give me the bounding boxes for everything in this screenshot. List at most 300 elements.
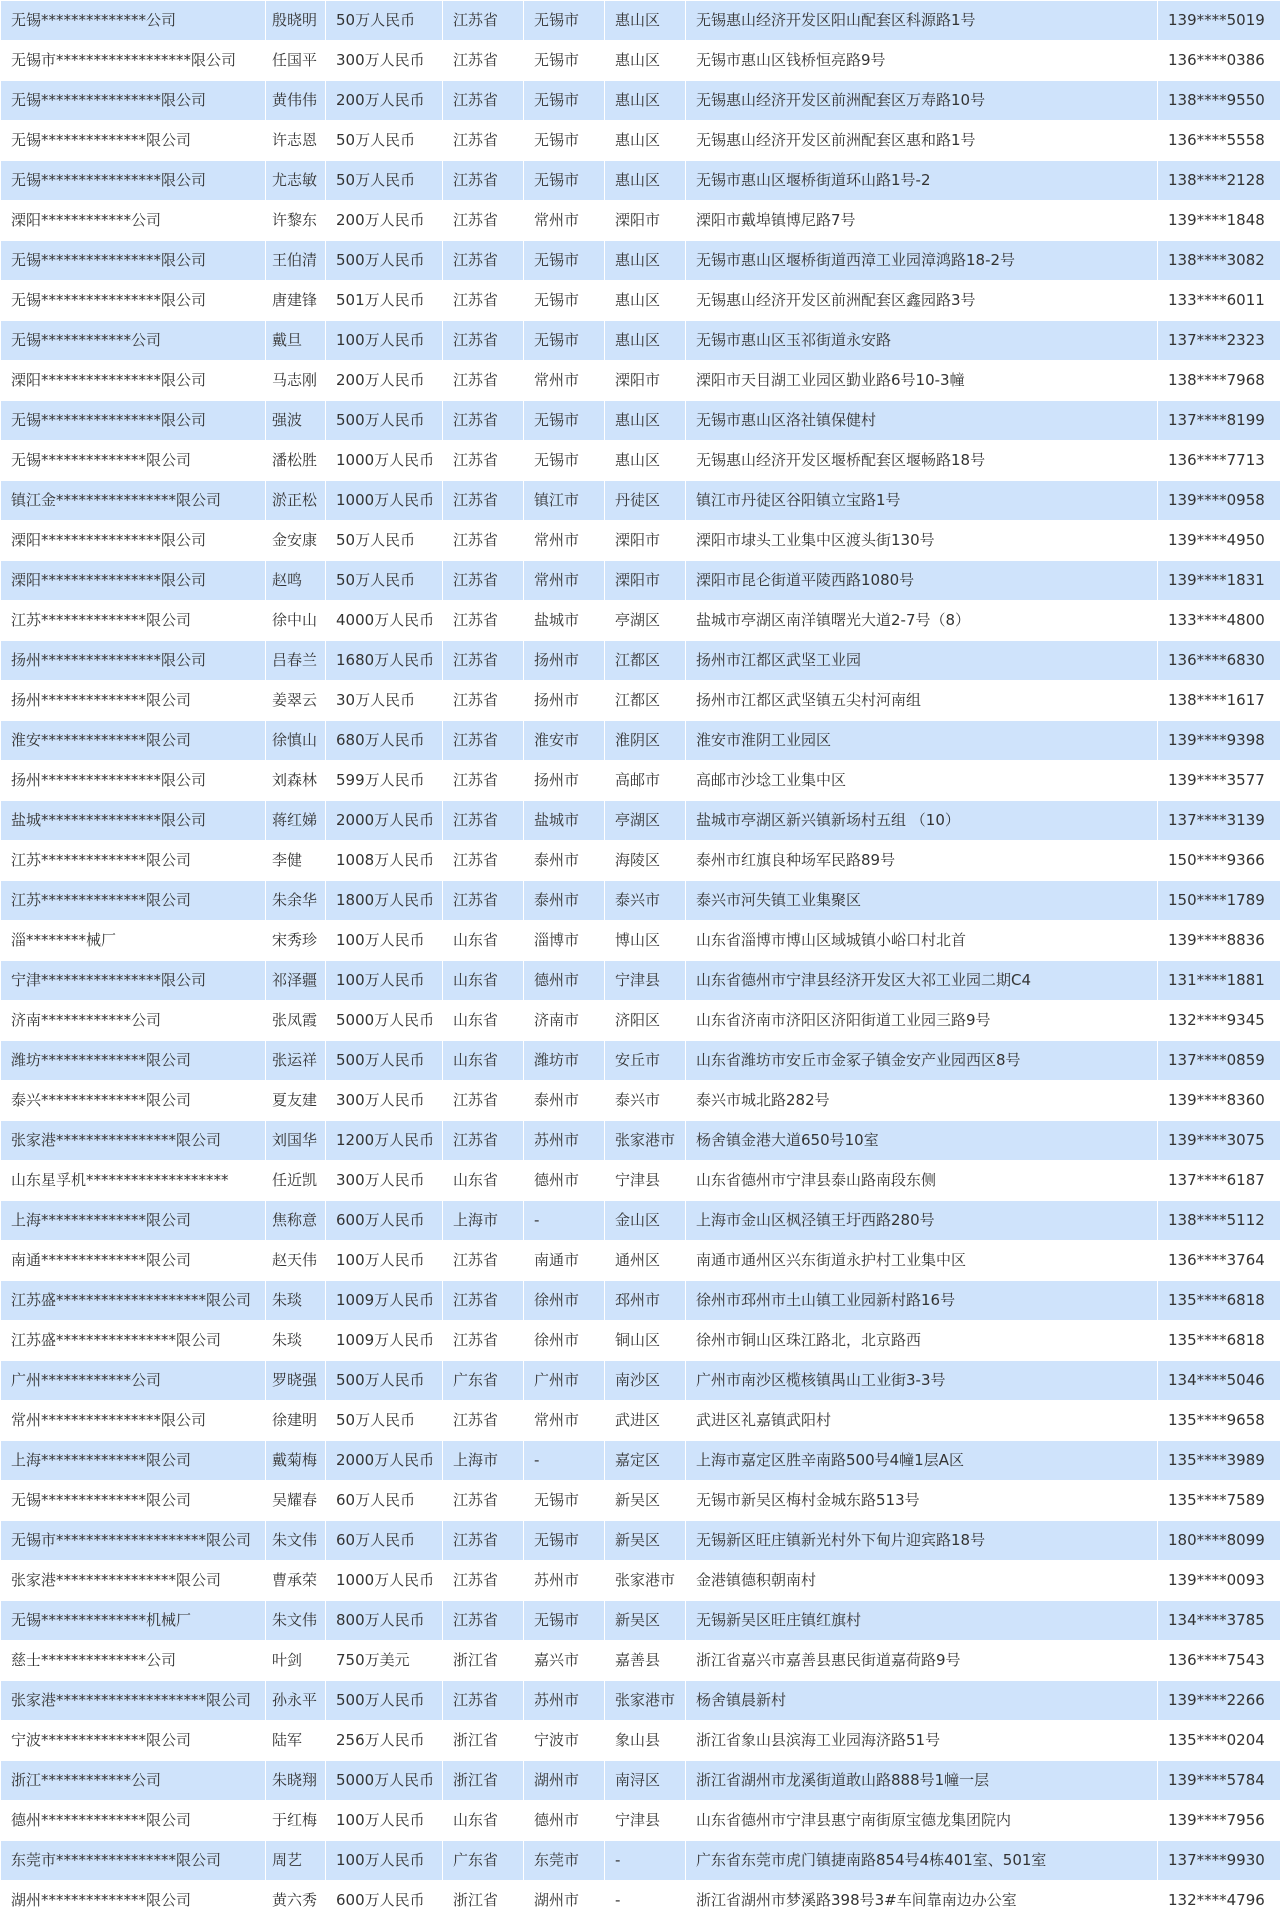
contact-name-cell: 夏友建 — [266, 1081, 326, 1121]
contact-name-cell: 叶剑 — [266, 1641, 326, 1681]
table-row — [1, 961, 1280, 1001]
phone-cell: 136****7543 — [1158, 1641, 1280, 1681]
phone-cell: 139****3577 — [1158, 761, 1280, 801]
phone-cell: 136****6830 — [1158, 641, 1280, 681]
registered-capital-cell: 30万人民币 — [326, 681, 443, 721]
company-name-cell: 溧阳************公司 — [1, 201, 266, 241]
table-row — [1, 1121, 1280, 1161]
city-cell: 无锡市 — [524, 1601, 605, 1641]
city-cell: 无锡市 — [524, 41, 605, 81]
contact-name-cell: 朱琰 — [266, 1321, 326, 1361]
registered-capital-cell: 500万人民币 — [326, 1361, 443, 1401]
contact-name-cell: 赵天伟 — [266, 1241, 326, 1281]
contact-name-cell: 于红梅 — [266, 1801, 326, 1841]
city-cell: 广州市 — [524, 1361, 605, 1401]
address-cell: 溧阳市戴埠镇博尼路7号 — [686, 201, 1158, 241]
contact-name-cell: 曹承荣 — [266, 1561, 326, 1601]
table-row — [1, 1481, 1280, 1521]
city-cell: 济南市 — [524, 1001, 605, 1041]
company-name-cell: 无锡**************公司 — [1, 1, 266, 41]
contact-name-cell: 唐建锋 — [266, 281, 326, 321]
province-cell: 江苏省 — [443, 521, 524, 561]
address-cell: 无锡市新吴区梅村金城东路513号 — [686, 1481, 1158, 1521]
phone-cell: 137****8199 — [1158, 401, 1280, 441]
phone-cell: 138****3082 — [1158, 241, 1280, 281]
province-cell: 江苏省 — [443, 201, 524, 241]
registered-capital-cell: 100万人民币 — [326, 1841, 443, 1881]
district-cell: 嘉善县 — [605, 1641, 686, 1681]
contact-name-cell: 李健 — [266, 841, 326, 881]
district-cell: 海陵区 — [605, 841, 686, 881]
table-row — [1, 721, 1280, 761]
phone-cell: 139****0093 — [1158, 1561, 1280, 1601]
province-cell: 江苏省 — [443, 161, 524, 201]
table-row — [1, 481, 1280, 521]
registered-capital-cell: 599万人民币 — [326, 761, 443, 801]
table-row — [1, 1881, 1280, 1921]
registered-capital-cell: 200万人民币 — [326, 81, 443, 121]
phone-cell: 135****9658 — [1158, 1401, 1280, 1441]
address-cell: 高邮市沙埝工业集中区 — [686, 761, 1158, 801]
address-cell: 山东省德州市宁津县泰山路南段东侧 — [686, 1161, 1158, 1201]
address-cell: 扬州市江都区武坚镇五尖村河南组 — [686, 681, 1158, 721]
registered-capital-cell: 2000万人民币 — [326, 1441, 443, 1481]
table-row — [1, 1201, 1280, 1241]
province-cell: 江苏省 — [443, 481, 524, 521]
phone-cell: 133****4800 — [1158, 601, 1280, 641]
city-cell: 南通市 — [524, 1241, 605, 1281]
contact-name-cell: 徐慎山 — [266, 721, 326, 761]
phone-cell: 132****4796 — [1158, 1881, 1280, 1921]
table-body — [1, 1, 1280, 1921]
province-cell: 江苏省 — [443, 1601, 524, 1641]
address-cell: 徐州市铜山区珠江路北，北京路西 — [686, 1321, 1158, 1361]
district-cell: - — [605, 1841, 686, 1881]
address-cell: 上海市嘉定区胜辛南路500号4幢1层A区 — [686, 1441, 1158, 1481]
company-name-cell: 扬州****************限公司 — [1, 761, 266, 801]
table-row — [1, 281, 1280, 321]
table-row — [1, 561, 1280, 601]
city-cell: 盐城市 — [524, 601, 605, 641]
district-cell: 溧阳市 — [605, 521, 686, 561]
province-cell: 江苏省 — [443, 1121, 524, 1161]
company-name-cell: 泰兴**************限公司 — [1, 1081, 266, 1121]
address-cell: 无锡市惠山区洛社镇保健村 — [686, 401, 1158, 441]
district-cell: 溧阳市 — [605, 361, 686, 401]
district-cell: 淮阴区 — [605, 721, 686, 761]
contact-name-cell: 徐中山 — [266, 601, 326, 641]
contact-name-cell: 刘森林 — [266, 761, 326, 801]
address-cell: 山东省潍坊市安丘市金冢子镇金安产业园西区8号 — [686, 1041, 1158, 1081]
company-name-cell: 德州**************限公司 — [1, 1801, 266, 1841]
city-cell: 泰州市 — [524, 881, 605, 921]
district-cell: 安丘市 — [605, 1041, 686, 1081]
address-cell: 浙江省湖州市梦溪路398号3#车间靠南边办公室 — [686, 1881, 1158, 1921]
phone-cell: 138****1617 — [1158, 681, 1280, 721]
district-cell: 高邮市 — [605, 761, 686, 801]
contact-name-cell: 朱余华 — [266, 881, 326, 921]
city-cell: 苏州市 — [524, 1681, 605, 1721]
city-cell: 常州市 — [524, 561, 605, 601]
company-name-cell: 张家港****************限公司 — [1, 1121, 266, 1161]
province-cell: 江苏省 — [443, 1, 524, 41]
phone-cell: 139****5784 — [1158, 1761, 1280, 1801]
address-cell: 金港镇德积朝南村 — [686, 1561, 1158, 1601]
province-cell: 江苏省 — [443, 281, 524, 321]
city-cell: 扬州市 — [524, 641, 605, 681]
address-cell: 无锡市惠山区堰桥街道环山路1号-2 — [686, 161, 1158, 201]
address-cell: 扬州市江都区武坚工业园 — [686, 641, 1158, 681]
phone-cell: 132****9345 — [1158, 1001, 1280, 1041]
registered-capital-cell: 2000万人民币 — [326, 801, 443, 841]
registered-capital-cell: 200万人民币 — [326, 361, 443, 401]
registered-capital-cell: 100万人民币 — [326, 1801, 443, 1841]
address-cell: 山东省济南市济阳区济阳街道工业园三路9号 — [686, 1001, 1158, 1041]
company-name-cell: 宁津****************限公司 — [1, 961, 266, 1001]
province-cell: 山东省 — [443, 961, 524, 1001]
contact-name-cell: 朱文伟 — [266, 1521, 326, 1561]
table-row — [1, 241, 1280, 281]
address-cell: 盐城市亭湖区南洋镇曙光大道2-7号（8） — [686, 601, 1158, 641]
registered-capital-cell: 680万人民币 — [326, 721, 443, 761]
registered-capital-cell: 300万人民币 — [326, 41, 443, 81]
province-cell: 江苏省 — [443, 361, 524, 401]
province-cell: 江苏省 — [443, 721, 524, 761]
address-cell: 溧阳市天目湖工业园区勤业路6号10-3幢 — [686, 361, 1158, 401]
district-cell: 惠山区 — [605, 81, 686, 121]
phone-cell: 136****7713 — [1158, 441, 1280, 481]
contact-name-cell: 尤志敏 — [266, 161, 326, 201]
phone-cell: 134****3785 — [1158, 1601, 1280, 1641]
province-cell: 江苏省 — [443, 1521, 524, 1561]
contact-name-cell: 徐建明 — [266, 1401, 326, 1441]
city-cell: 湖州市 — [524, 1761, 605, 1801]
district-cell: 博山区 — [605, 921, 686, 961]
province-cell: 江苏省 — [443, 681, 524, 721]
phone-cell: 139****9398 — [1158, 721, 1280, 761]
registered-capital-cell: 800万人民币 — [326, 1601, 443, 1641]
registered-capital-cell: 750万美元 — [326, 1641, 443, 1681]
company-name-cell: 溧阳****************限公司 — [1, 361, 266, 401]
district-cell: 亭湖区 — [605, 601, 686, 641]
district-cell: 南沙区 — [605, 1361, 686, 1401]
contact-name-cell: 蒋红娣 — [266, 801, 326, 841]
company-name-cell: 盐城****************限公司 — [1, 801, 266, 841]
table-row — [1, 1, 1280, 41]
company-name-cell: 无锡市******************限公司 — [1, 41, 266, 81]
city-cell: 无锡市 — [524, 241, 605, 281]
address-cell: 无锡惠山经济开发区前洲配套区惠和路1号 — [686, 121, 1158, 161]
address-cell: 徐州市邳州市土山镇工业园新村路16号 — [686, 1281, 1158, 1321]
contact-name-cell: 殷晓明 — [266, 1, 326, 41]
phone-cell: 150****9366 — [1158, 841, 1280, 881]
table-row — [1, 161, 1280, 201]
table-row — [1, 1561, 1280, 1601]
district-cell: 惠山区 — [605, 161, 686, 201]
registered-capital-cell: 60万人民币 — [326, 1521, 443, 1561]
city-cell: 无锡市 — [524, 81, 605, 121]
company-name-cell: 无锡****************限公司 — [1, 81, 266, 121]
province-cell: 山东省 — [443, 1041, 524, 1081]
city-cell: 镇江市 — [524, 481, 605, 521]
address-cell: 无锡新吴区旺庄镇红旗村 — [686, 1601, 1158, 1641]
address-cell: 浙江省嘉兴市嘉善县惠民街道嘉荷路9号 — [686, 1641, 1158, 1681]
company-name-cell: 东莞市****************限公司 — [1, 1841, 266, 1881]
address-cell: 浙江省象山县滨海工业园海济路51号 — [686, 1721, 1158, 1761]
contact-name-cell: 马志刚 — [266, 361, 326, 401]
phone-cell: 139****0958 — [1158, 481, 1280, 521]
address-cell: 无锡市惠山区堰桥街道西漳工业园漳鸿路18-2号 — [686, 241, 1158, 281]
address-cell: 山东省德州市宁津县惠宁南街原宝德龙集团院内 — [686, 1801, 1158, 1841]
district-cell: 宁津县 — [605, 961, 686, 1001]
registered-capital-cell: 1800万人民币 — [326, 881, 443, 921]
company-name-cell: 宁波**************限公司 — [1, 1721, 266, 1761]
company-name-cell: 江苏盛********************限公司 — [1, 1281, 266, 1321]
city-cell: 泰州市 — [524, 1081, 605, 1121]
province-cell: 江苏省 — [443, 801, 524, 841]
table-row — [1, 1761, 1280, 1801]
city-cell: 无锡市 — [524, 1481, 605, 1521]
city-cell: 扬州市 — [524, 761, 605, 801]
city-cell: 无锡市 — [524, 1521, 605, 1561]
district-cell: 新吴区 — [605, 1481, 686, 1521]
city-cell: - — [524, 1201, 605, 1241]
address-cell: 杨舍镇晨新村 — [686, 1681, 1158, 1721]
contact-name-cell: 周艺 — [266, 1841, 326, 1881]
table-row — [1, 1001, 1280, 1041]
phone-cell: 135****6818 — [1158, 1321, 1280, 1361]
address-cell: 杨舍镇金港大道650号10室 — [686, 1121, 1158, 1161]
company-name-cell: 无锡************公司 — [1, 321, 266, 361]
registered-capital-cell: 1680万人民币 — [326, 641, 443, 681]
company-name-cell: 湖州**************限公司 — [1, 1881, 266, 1921]
city-cell: 无锡市 — [524, 1, 605, 41]
company-name-cell: 上海**************限公司 — [1, 1441, 266, 1481]
city-cell: 宁波市 — [524, 1721, 605, 1761]
table-row — [1, 521, 1280, 561]
district-cell: 江都区 — [605, 641, 686, 681]
contact-name-cell: 许黎东 — [266, 201, 326, 241]
district-cell: 铜山区 — [605, 1321, 686, 1361]
phone-cell: 136****5558 — [1158, 121, 1280, 161]
province-cell: 江苏省 — [443, 1561, 524, 1601]
district-cell: 亭湖区 — [605, 801, 686, 841]
contact-name-cell: 任近凯 — [266, 1161, 326, 1201]
phone-cell: 139****1831 — [1158, 561, 1280, 601]
company-name-cell: 江苏**************限公司 — [1, 601, 266, 641]
contact-name-cell: 孙永平 — [266, 1681, 326, 1721]
table-row — [1, 1281, 1280, 1321]
contact-name-cell: 朱晓翔 — [266, 1761, 326, 1801]
province-cell: 江苏省 — [443, 121, 524, 161]
district-cell: 通州区 — [605, 1241, 686, 1281]
address-cell: 无锡新区旺庄镇新光村外下甸片迎宾路18号 — [686, 1521, 1158, 1561]
city-cell: 苏州市 — [524, 1561, 605, 1601]
company-name-cell: 无锡**************机械厂 — [1, 1601, 266, 1641]
city-cell: 无锡市 — [524, 441, 605, 481]
phone-cell: 131****1881 — [1158, 961, 1280, 1001]
table-row — [1, 1681, 1280, 1721]
province-cell: 江苏省 — [443, 81, 524, 121]
registered-capital-cell: 256万人民币 — [326, 1721, 443, 1761]
company-name-cell: 扬州**************限公司 — [1, 681, 266, 721]
table-row — [1, 1081, 1280, 1121]
contact-name-cell: 金安康 — [266, 521, 326, 561]
contact-name-cell: 任国平 — [266, 41, 326, 81]
district-cell: 武进区 — [605, 1401, 686, 1441]
company-name-cell: 张家港****************限公司 — [1, 1561, 266, 1601]
company-name-cell: 扬州****************限公司 — [1, 641, 266, 681]
province-cell: 浙江省 — [443, 1641, 524, 1681]
phone-cell: 135****7589 — [1158, 1481, 1280, 1521]
district-cell: 惠山区 — [605, 401, 686, 441]
registered-capital-cell: 200万人民币 — [326, 201, 443, 241]
district-cell: 泰兴市 — [605, 881, 686, 921]
company-name-cell: 无锡**************限公司 — [1, 1481, 266, 1521]
contact-name-cell: 张凤霞 — [266, 1001, 326, 1041]
company-name-cell: 江苏盛****************限公司 — [1, 1321, 266, 1361]
province-cell: 江苏省 — [443, 401, 524, 441]
address-cell: 武进区礼嘉镇武阳村 — [686, 1401, 1158, 1441]
district-cell: 惠山区 — [605, 441, 686, 481]
contact-name-cell: 祁泽疆 — [266, 961, 326, 1001]
table-row — [1, 361, 1280, 401]
company-name-cell: 江苏**************限公司 — [1, 881, 266, 921]
registered-capital-cell: 50万人民币 — [326, 1, 443, 41]
table-row — [1, 41, 1280, 81]
contact-name-cell: 赵鸣 — [266, 561, 326, 601]
address-cell: 广东省东莞市虎门镇捷南路854号4栋401室、501室 — [686, 1841, 1158, 1881]
phone-cell: 139****8360 — [1158, 1081, 1280, 1121]
address-cell: 镇江市丹徒区谷阳镇立宝路1号 — [686, 481, 1158, 521]
district-cell: 泰兴市 — [605, 1081, 686, 1121]
province-cell: 山东省 — [443, 1161, 524, 1201]
district-cell: 惠山区 — [605, 41, 686, 81]
table-row — [1, 641, 1280, 681]
phone-cell: 136****0386 — [1158, 41, 1280, 81]
phone-cell: 135****6818 — [1158, 1281, 1280, 1321]
contact-name-cell: 强波 — [266, 401, 326, 441]
district-cell: 江都区 — [605, 681, 686, 721]
company-name-cell: 潍坊**************限公司 — [1, 1041, 266, 1081]
address-cell: 山东省德州市宁津县经济开发区大祁工业园二期C4 — [686, 961, 1158, 1001]
province-cell: 江苏省 — [443, 1081, 524, 1121]
contact-name-cell: 张运祥 — [266, 1041, 326, 1081]
district-cell: 惠山区 — [605, 241, 686, 281]
table-row — [1, 921, 1280, 961]
registered-capital-cell: 4000万人民币 — [326, 601, 443, 641]
city-cell: 无锡市 — [524, 281, 605, 321]
phone-cell: 135****0204 — [1158, 1721, 1280, 1761]
registered-capital-cell: 1000万人民币 — [326, 441, 443, 481]
address-cell: 溧阳市埭头工业集中区渡头街130号 — [686, 521, 1158, 561]
province-cell: 江苏省 — [443, 241, 524, 281]
table-row — [1, 321, 1280, 361]
registered-capital-cell: 50万人民币 — [326, 521, 443, 561]
table-row — [1, 121, 1280, 161]
city-cell: - — [524, 1441, 605, 1481]
city-cell: 常州市 — [524, 521, 605, 561]
phone-cell: 137****9930 — [1158, 1841, 1280, 1881]
city-cell: 常州市 — [524, 1401, 605, 1441]
province-cell: 山东省 — [443, 921, 524, 961]
company-name-cell: 江苏**************限公司 — [1, 841, 266, 881]
contact-name-cell: 宋秀珍 — [266, 921, 326, 961]
address-cell: 山东省淄博市博山区域城镇小峪口村北首 — [686, 921, 1158, 961]
province-cell: 浙江省 — [443, 1721, 524, 1761]
contact-name-cell: 吴耀春 — [266, 1481, 326, 1521]
province-cell: 江苏省 — [443, 1401, 524, 1441]
contact-name-cell: 焦称意 — [266, 1201, 326, 1241]
table-row — [1, 1801, 1280, 1841]
province-cell: 上海市 — [443, 1441, 524, 1481]
address-cell: 广州市南沙区榄核镇禺山工业街3-3号 — [686, 1361, 1158, 1401]
city-cell: 泰州市 — [524, 841, 605, 881]
city-cell: 湖州市 — [524, 1881, 605, 1921]
address-cell: 浙江省湖州市龙溪街道敢山路888号1幢一层 — [686, 1761, 1158, 1801]
district-cell: 溧阳市 — [605, 201, 686, 241]
phone-cell: 138****9550 — [1158, 81, 1280, 121]
company-name-cell: 无锡**************限公司 — [1, 441, 266, 481]
registered-capital-cell: 1009万人民币 — [326, 1281, 443, 1321]
registered-capital-cell: 100万人民币 — [326, 321, 443, 361]
province-cell: 江苏省 — [443, 41, 524, 81]
province-cell: 江苏省 — [443, 321, 524, 361]
contact-name-cell: 戴菊梅 — [266, 1441, 326, 1481]
province-cell: 江苏省 — [443, 761, 524, 801]
company-name-cell: 无锡****************限公司 — [1, 281, 266, 321]
company-name-cell: 无锡****************限公司 — [1, 401, 266, 441]
district-cell: 丹徒区 — [605, 481, 686, 521]
table-row — [1, 1841, 1280, 1881]
province-cell: 浙江省 — [443, 1761, 524, 1801]
district-cell: 惠山区 — [605, 121, 686, 161]
city-cell: 徐州市 — [524, 1321, 605, 1361]
registered-capital-cell: 1200万人民币 — [326, 1121, 443, 1161]
phone-cell: 136****3764 — [1158, 1241, 1280, 1281]
company-name-cell: 无锡****************限公司 — [1, 161, 266, 201]
phone-cell: 139****1848 — [1158, 201, 1280, 241]
city-cell: 常州市 — [524, 361, 605, 401]
address-cell: 无锡市惠山区钱桥恒亮路9号 — [686, 41, 1158, 81]
contact-name-cell: 陆军 — [266, 1721, 326, 1761]
city-cell: 常州市 — [524, 201, 605, 241]
table-row — [1, 881, 1280, 921]
registered-capital-cell: 501万人民币 — [326, 281, 443, 321]
address-cell: 盐城市亭湖区新兴镇新场村五组 （10） — [686, 801, 1158, 841]
registered-capital-cell: 600万人民币 — [326, 1201, 443, 1241]
province-cell: 江苏省 — [443, 1281, 524, 1321]
table-row — [1, 1161, 1280, 1201]
district-cell: 宁津县 — [605, 1801, 686, 1841]
province-cell: 浙江省 — [443, 1881, 524, 1921]
company-name-cell: 慈士**************公司 — [1, 1641, 266, 1681]
phone-cell: 150****1789 — [1158, 881, 1280, 921]
address-cell: 南通市通州区兴东街道永护村工业集中区 — [686, 1241, 1158, 1281]
table-row — [1, 761, 1280, 801]
table-row — [1, 681, 1280, 721]
province-cell: 江苏省 — [443, 881, 524, 921]
province-cell: 江苏省 — [443, 1481, 524, 1521]
company-name-cell: 淄********械厂 — [1, 921, 266, 961]
registered-capital-cell: 50万人民币 — [326, 121, 443, 161]
province-cell: 江苏省 — [443, 841, 524, 881]
registered-capital-cell: 600万人民币 — [326, 1881, 443, 1921]
city-cell: 盐城市 — [524, 801, 605, 841]
address-cell: 溧阳市昆仑街道平陵西路1080号 — [686, 561, 1158, 601]
district-cell: 惠山区 — [605, 281, 686, 321]
registered-capital-cell: 1000万人民币 — [326, 1561, 443, 1601]
